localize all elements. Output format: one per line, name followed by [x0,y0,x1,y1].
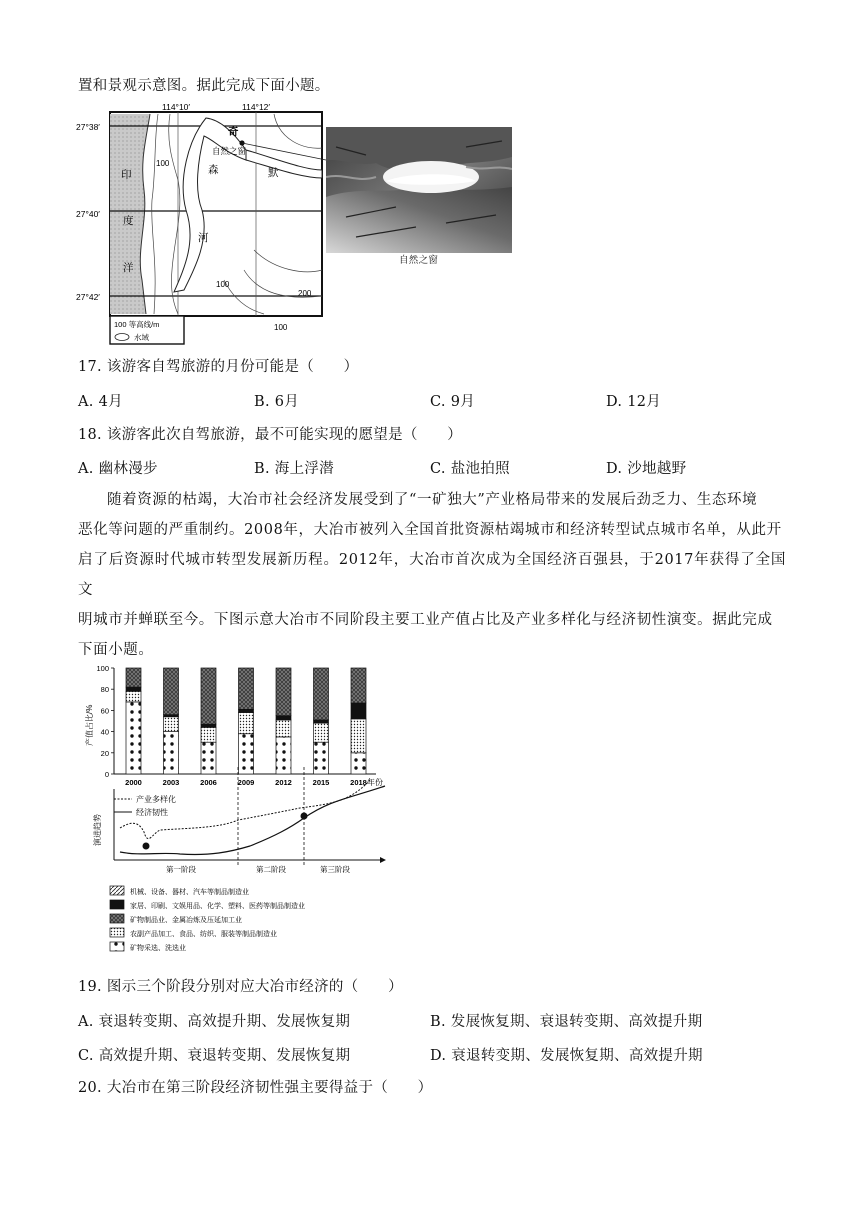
legend-label: 机械、设备、器材、汽车等制品制造业 [130,889,249,896]
bar-segment [126,702,141,774]
legend-swatch [110,914,124,923]
place-label: 洋 [123,262,134,274]
legend-swatch [110,886,124,895]
bar-segment [164,732,179,774]
x-tick-label: 2018 [350,778,367,787]
lon-label: 114°10′ [162,102,190,112]
y-tick-label: 60 [100,706,109,716]
q18-option-c[interactable]: C. 盐池拍照 [430,461,510,477]
contour-label: 100 [216,280,230,289]
place-label: 奇 [228,126,239,138]
q17-option-a[interactable]: A. 4月 [78,394,123,410]
crossover-point [301,813,308,820]
diversity-low-point [143,843,150,850]
trend-legend-resilience: 经济韧性 [136,808,168,817]
bar-segment [351,719,366,753]
legend-label: 农副产品加工、食品、纺织、服装等制品制造业 [130,931,277,938]
q19-option-b[interactable]: B. 发展恢复期、衰退转变期、高效提升期 [430,1014,703,1030]
bar-segment [314,742,329,774]
q19-option-d[interactable]: D. 衰退转变期、发展恢复期、高效提升期 [430,1048,703,1064]
passage-line: 明城市并蝉联至今。下图示意大冶市不同阶段主要工业产值占比及产业多样化与经济韧性演变。据此完成 [78,612,773,628]
q19-stem: 19. 图示三个阶段分别对应大冶市经济的（ ） [78,979,403,995]
bar-segment [164,668,179,715]
industry-chart [80,660,400,960]
bar-segment [276,668,291,716]
passage-line: 启了后资源时代城市转型发展新历程。2012年，大冶市首次成为全国经济百强县，于2017年获得了全国文 [78,552,786,598]
bar-segment [314,720,329,723]
stage-label: 第二阶段 [256,865,286,874]
bar-segment [239,713,254,734]
q17-option-b[interactable]: B. 6月 [254,394,300,410]
bar-segment [351,753,366,774]
passage-line: 下面小题。 [78,642,154,658]
y-tick-label: 80 [100,685,109,695]
place-label: 河 [198,232,209,244]
bar-segment [276,716,291,720]
passage-line: 恶化等问题的严重制约。2008年，大冶市被列入全国首批资源枯竭城市和经济转型试点城市名单，从此开 [78,522,782,538]
q19-option-c[interactable]: C. 高效提升期、衰退转变期、发展恢复期 [78,1048,351,1064]
lon-label: 114°12′ [242,102,270,112]
bar-segment [126,691,141,702]
contour-label: 100 [156,159,170,168]
bar-segment [239,668,254,709]
stage-label: 第一阶段 [166,865,196,874]
location-map [74,100,328,346]
lat-label: 27°40′ [76,209,100,219]
bar-segment [276,720,291,737]
bar-segment [126,668,141,687]
legend-label: 矿物采选、洗选业 [130,945,186,952]
passage [78,485,786,665]
place-label: 自然之窗 [212,146,247,156]
bar-segment [126,687,141,691]
y-tick-label: 20 [100,748,109,758]
natural-window-photo [326,127,512,253]
q18-stem: 18. 该游客此次自驾旅游，最不可能实现的愿望是（ ） [78,427,463,443]
legend-swatch [110,942,124,951]
bar-segment [164,717,179,732]
x-tick-label: 2012 [275,778,292,787]
bar-segment [314,723,329,742]
x-tick-label: 2015 [312,778,330,787]
place-label: 森 [208,164,219,176]
legend-swatch [110,928,124,937]
x-unit: 年份 [367,778,383,787]
bar-segment [351,703,366,719]
stage-label: 第三阶段 [320,865,350,874]
q19-option-a[interactable]: A. 衰退转变期、高效提升期、发展恢复期 [78,1014,351,1030]
bar-segment [201,668,216,724]
bar-segment [314,668,329,720]
y-tick-label: 100 [96,664,109,673]
legend-label: 家居、印刷、文娱用品、化学、塑料、医药等制品制造业 [130,903,305,910]
lat-label: 27°38′ [76,122,100,132]
y-tick-label: 40 [100,727,109,737]
x-tick-label: 2003 [162,778,180,787]
bar-segment [276,737,291,774]
x-tick-label: 2006 [200,778,217,787]
q17-option-d[interactable]: D. 12月 [606,394,662,410]
q20-stem: 20. 大冶市在第三阶段经济韧性强主要得益于（ ） [78,1080,433,1096]
q17-option-c[interactable]: C. 9月 [430,394,476,410]
q18-option-b[interactable]: B. 海上浮潜 [254,461,334,477]
place-label: 默 [268,167,279,179]
legend-swatch [110,900,124,909]
trend-y-title: 演进趋势 [93,814,102,846]
lat-label: 27°42′ [76,292,100,302]
intro-line: 置和景观示意图。据此完成下面小题。 [78,78,330,94]
legend-water: 水域 [134,333,149,342]
bar-segment [351,668,366,703]
photo-caption: 自然之窗 [399,255,439,266]
y-tick-label: 0 [104,770,109,779]
q17-stem: 17. 该游客自驾旅游的月份可能是（ ） [78,359,359,375]
contour-label: 200 [298,289,312,298]
trend-legend-diversity: 产业多样化 [136,795,176,804]
bar-segment [239,734,254,774]
y-axis-title: 产值占比/% [85,704,94,746]
bar-segment [201,727,216,742]
q18-option-d[interactable]: D. 沙地越野 [606,461,687,477]
bar-segment [239,709,254,712]
bar-segment [201,742,216,774]
bar-segment [201,724,216,727]
passage-line: 随着资源的枯竭，大冶市社会经济发展受到了“一矿独大”产业格局带来的发展后劲乏力、生态环境 [107,492,758,508]
q18-option-a[interactable]: A. 幽林漫步 [78,461,158,477]
legend-contour: 100 等高线/m [114,320,160,329]
x-tick-label: 2000 [125,778,142,787]
x-tick-label: 2009 [237,778,255,787]
place-label: 印 [121,169,132,181]
contour-label: 100 [274,323,288,332]
place-label: 度 [123,215,134,227]
legend-label: 矿物制品业、金属冶炼及压延加工业 [130,917,242,924]
